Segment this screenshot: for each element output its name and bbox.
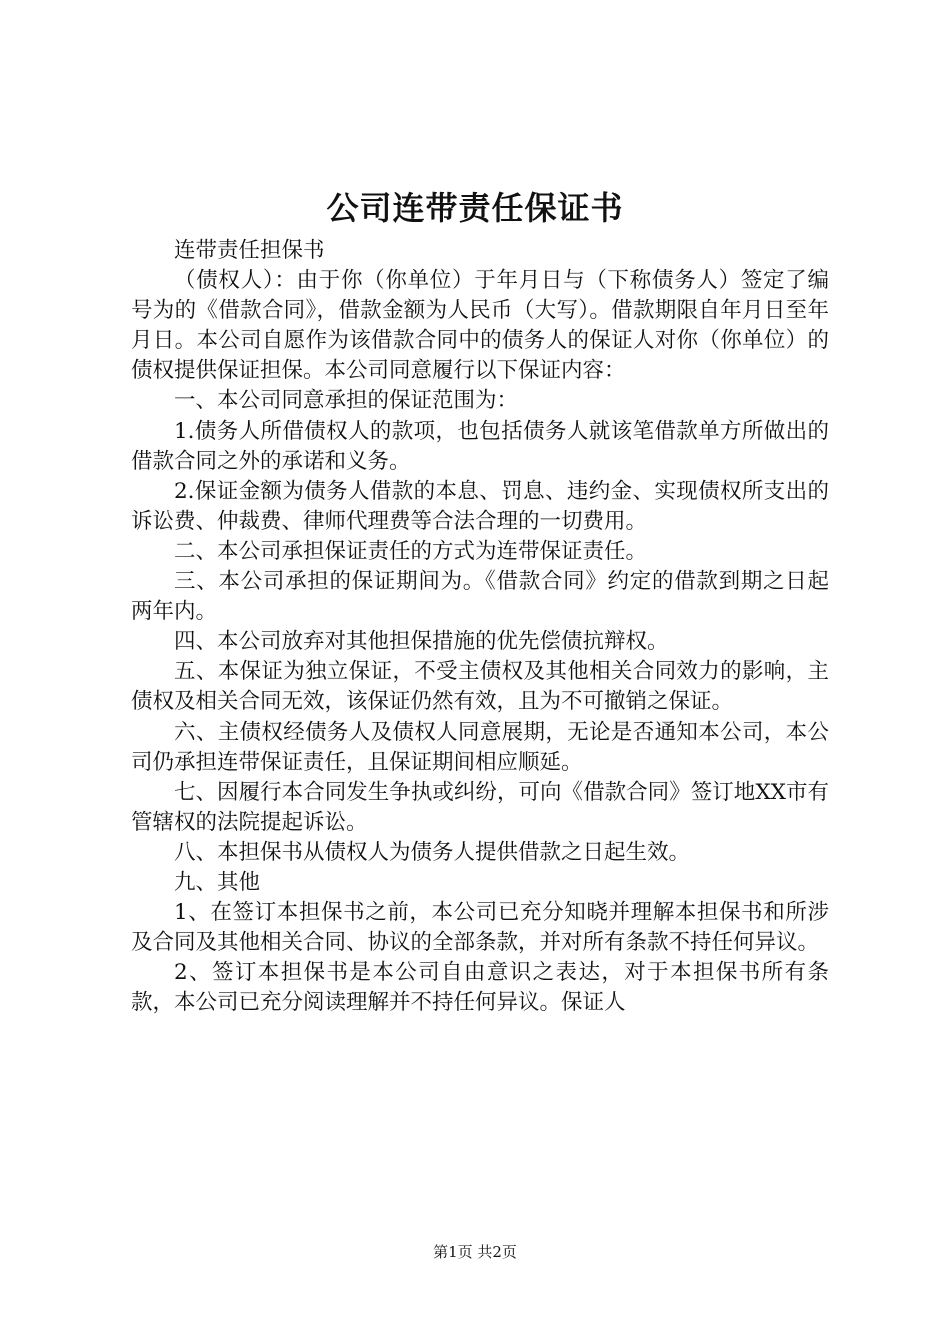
paragraph: 2、签订本担保书是本公司自由意识之表达，对于本担保书所有条款，本公司已充分阅读理解并不持任何异议。保证人: [131, 960, 829, 1016]
paragraph: 连带责任担保书: [174, 238, 325, 263]
document-body: [131, 236, 829, 1018]
paragraph: 六、主债权经债务人及债权人同意展期，无论是否通知本公司，本公司仍承担连带保证责任，且保证期间相应顺延。: [131, 719, 829, 775]
paragraph: 四、本公司放弃对其他担保措施的优先偿债抗辩权。: [174, 629, 669, 655]
paragraph: 五、本保证为独立保证，不受主债权及其他相关合同效力的影响，主债权及相关合同无效，该保证仍然有效，且为不可撤销之保证。: [131, 659, 829, 715]
page-footer: 第1页 共2页: [433, 1243, 517, 1261]
paragraph: 三、本公司承担的保证期间为。《借款合同》约定的借款到期之日起两年内。: [131, 569, 829, 625]
paragraph: 二、本公司承担保证责任的方式为连带保证责任。: [174, 538, 648, 564]
paragraph: 九、其他: [174, 869, 261, 895]
paragraph: 1、在签订本担保书之前，本公司已充分知晓并理解本担保书和所涉及合同及其他相关合同、协议的全部条款，并对所有条款不持任何异议。: [131, 900, 829, 956]
paragraph: 一、本公司同意承担的保证范围为：: [174, 388, 519, 414]
paragraph: 1.债务人所借债权人的款项，也包括债务人就该笔借款单方所做出的借款合同之外的承诺和义务。: [131, 418, 829, 474]
paragraph: 七、因履行本合同发生争执或纠纷，可向《借款合同》签订地XX市有管辖权的法院提起诉讼。: [131, 779, 829, 835]
paragraph: 八、本担保书从债权人为债务人提供借款之日起生效。: [174, 839, 691, 865]
document-title: 公司连带责任保证书: [326, 189, 624, 227]
paragraph: 2.保证金额为债务人借款的本息、罚息、违约金、实现债权所支出的诉讼费、仲裁费、律师代理费等合法合理的一切费用。: [131, 478, 829, 534]
paragraph: （债权人）：由于你（你单位）于年月日与（下称债务人）签定了编号为的《借款合同》，借款金额为人民币（大写）。借款期限自年月日至年月日。本公司自愿作为该借款合同中的债务人的保证人对你（你单位）的债权提供保证担保。本公司同意履行以下保证内容：: [131, 268, 829, 384]
